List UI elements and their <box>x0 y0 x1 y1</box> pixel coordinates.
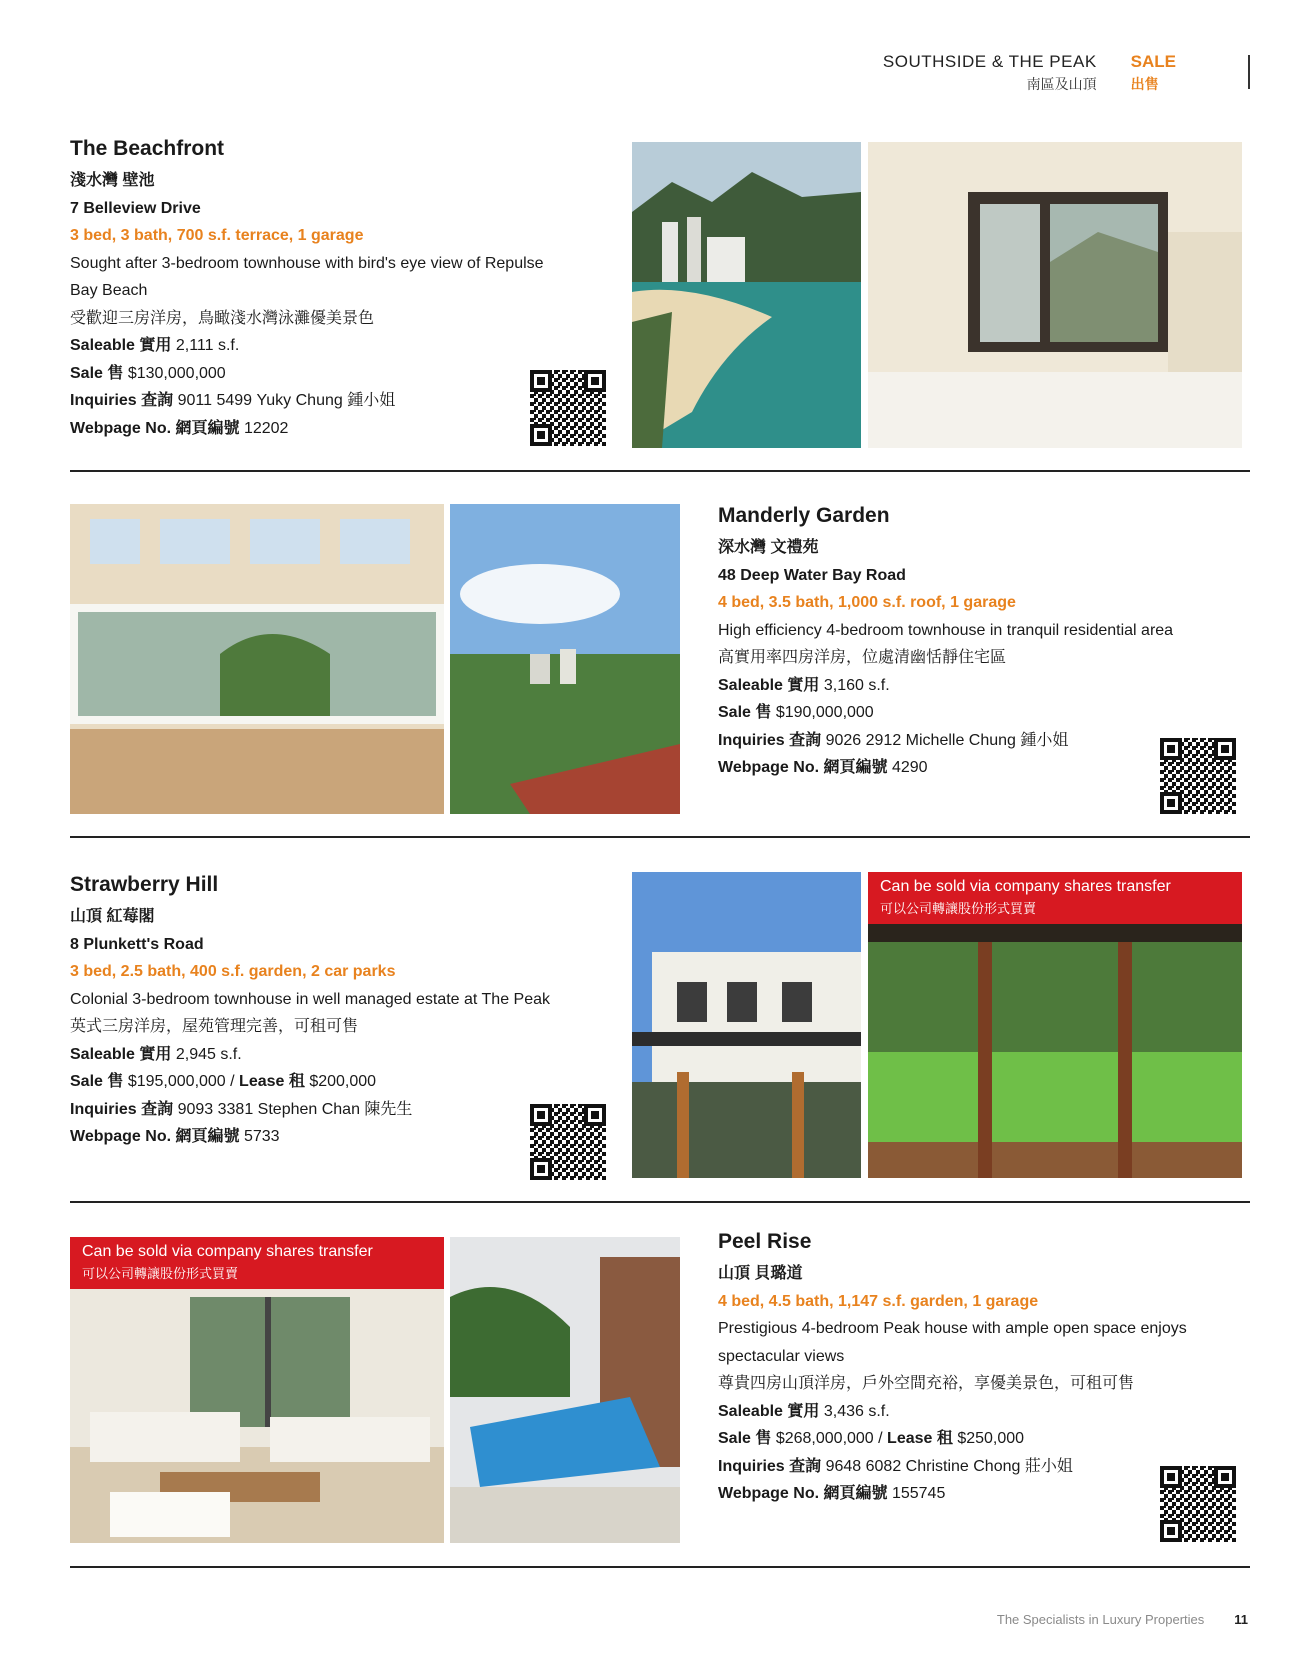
company-shares-banner <box>868 872 1242 924</box>
webpage-label: Webpage No. 網頁編號 <box>70 1128 240 1145</box>
banner-text-en: Can be sold via company shares transfer <box>880 878 1171 895</box>
page-footer <box>997 1612 1248 1627</box>
sale-value: $195,000,000 / <box>127 1073 235 1090</box>
saleable-label: Saleable 實用 <box>718 676 820 694</box>
webpage-label: Webpage No. 網頁編號 <box>70 419 240 437</box>
qr-code-icon[interactable] <box>530 1104 606 1180</box>
inquiries <box>70 387 610 415</box>
listing-features: 4 bed, 3.5 bath, 1,000 s.f. roof, 1 garage <box>718 594 1016 611</box>
listing-description-zh: 英式三房洋房，屋苑管理完善，可租可售 <box>70 1018 359 1035</box>
listing-description-zh: 尊貴四房山頂洋房，戶外空間充裕，享優美景色，可租可售 <box>718 1375 1135 1392</box>
saleable-label: Saleable 實用 <box>70 1045 172 1063</box>
listing-description-en: Prestigious 4-bedroom Peak house with ample open space enjoys <box>718 1320 1187 1337</box>
listing-title-zh: 山頂 紅莓閣 <box>70 908 155 925</box>
saleable-area <box>718 672 1238 700</box>
listing-beachfront <box>70 137 610 442</box>
sale-value: $130,000,000 <box>127 364 226 382</box>
sale-label: Sale 售 <box>718 1430 772 1447</box>
inquiries-label: Inquiries 查詢 <box>718 731 822 749</box>
page-header <box>883 52 1176 94</box>
sale-label: Sale 售 <box>70 1073 124 1090</box>
sale-label: Sale 售 <box>718 704 772 721</box>
sale-heading <box>1131 52 1176 94</box>
lease-value: $200,000 <box>309 1073 377 1090</box>
listing-description-en-cont: spectacular views <box>718 1347 845 1365</box>
saleable-value: 2,111 s.f. <box>175 337 240 354</box>
listing-title: Strawberry Hill <box>70 873 219 896</box>
qr-code-icon[interactable] <box>1160 1466 1236 1542</box>
saleable-value: 3,436 s.f. <box>823 1402 890 1420</box>
listing-title: The Beachfront <box>70 137 225 160</box>
webpage-value: 155745 <box>891 1485 946 1502</box>
sale-label: Sale 售 <box>70 364 124 382</box>
listing-features: 3 bed, 2.5 bath, 400 s.f. garden, 2 car parks <box>70 963 396 980</box>
photo-strawberry-exterior <box>632 872 861 1178</box>
listing-title-zh: 深水灣 文禮苑 <box>718 539 819 556</box>
listing-title-zh: 淺水灣 壁池 <box>70 172 155 189</box>
listing-title-zh: 山頂 貝璐道 <box>718 1265 803 1282</box>
inquiries-label: Inquiries 查詢 <box>70 392 174 409</box>
listing-description-zh: 受歡迎三房洋房，鳥瞰淺水灣泳灘優美景色 <box>70 309 375 327</box>
listing-title: Peel Rise <box>718 1230 812 1253</box>
sale-label-en: SALE <box>1130 52 1176 71</box>
inquiries-label: Inquiries 查詢 <box>718 1457 822 1475</box>
banner-text-en: Can be sold via company shares transfer <box>82 1243 373 1260</box>
section-divider <box>70 1566 1250 1568</box>
region-title-zh: 南區及山頂 <box>1026 76 1097 92</box>
webpage-number <box>70 415 610 443</box>
lease-label: Lease 租 <box>239 1073 305 1090</box>
listing-description-zh: 高實用率四房洋房，位處清幽恬靜住宅區 <box>718 649 1007 666</box>
lease-value: $250,000 <box>957 1430 1025 1447</box>
photo-peel-rise-living-room <box>70 1237 444 1543</box>
listing-address: 7 Belleview Drive <box>70 199 201 217</box>
section-divider <box>70 470 1250 472</box>
webpage-value: 4290 <box>891 759 928 776</box>
photo-manderly-living-room <box>70 504 444 814</box>
sale-price <box>70 1068 630 1096</box>
qr-code-icon[interactable] <box>530 370 606 446</box>
listing-description-en: Colonial 3-bedroom townhouse in well managed estate at The Peak <box>70 990 550 1008</box>
footer-tagline: The Specialists in Luxury Properties <box>996 1612 1205 1627</box>
saleable-value: 2,945 s.f. <box>175 1045 242 1063</box>
section-divider <box>70 836 1250 838</box>
saleable-label: Saleable 實用 <box>70 337 172 354</box>
banner-text-zh: 可以公司轉讓股份形式買賣 <box>880 901 1037 916</box>
webpage-label: Webpage No. 網頁編號 <box>718 1485 888 1502</box>
listing-description-en: Sought after 3-bedroom townhouse with bird's eye view of Repulse <box>70 254 544 272</box>
webpage-value: 5733 <box>243 1128 280 1145</box>
listing-description-en: High efficiency 4-bedroom townhouse in tranquil residential area <box>718 621 1174 639</box>
photo-peel-rise-pool <box>450 1237 680 1543</box>
company-shares-banner <box>70 1237 444 1289</box>
sale-price <box>718 1425 1248 1453</box>
listing-features: 3 bed, 3 bath, 700 s.f. terrace, 1 garage <box>70 227 364 244</box>
banner-text-zh: 可以公司轉讓股份形式買賣 <box>82 1266 239 1281</box>
saleable-label: Saleable 實用 <box>718 1402 820 1420</box>
webpage-value: 12202 <box>243 419 289 437</box>
inquiries-value: 9648 6082 Christine Chong 莊小姐 <box>825 1457 1073 1475</box>
inquiries-value: 9093 3381 Stephen Chan 陳先生 <box>177 1100 413 1118</box>
photo-manderly-view <box>450 504 680 814</box>
saleable-value: 3,160 s.f. <box>823 676 890 694</box>
inquiries-value: 9026 2912 Michelle Chung 鍾小姐 <box>825 731 1069 749</box>
saleable-area <box>70 1041 630 1069</box>
sale-price <box>70 360 610 388</box>
listing-address: 48 Deep Water Bay Road <box>718 566 906 584</box>
lease-label: Lease 租 <box>887 1430 953 1447</box>
sale-value: $190,000,000 <box>775 704 874 721</box>
qr-code-icon[interactable] <box>1160 738 1236 814</box>
inquiries-label: Inquiries 查詢 <box>70 1100 174 1118</box>
sale-value: $268,000,000 / <box>775 1430 883 1447</box>
sale-price <box>718 699 1238 727</box>
section-divider <box>70 1201 1250 1203</box>
inquiries-value: 9011 5499 Yuky Chung 鍾小姐 <box>177 392 396 409</box>
listing-title: Manderly Garden <box>718 504 890 527</box>
listing-address: 8 Plunkett's Road <box>70 935 204 953</box>
listing-description-en-cont: Bay Beach <box>70 282 148 299</box>
page-number: 11 <box>1234 1612 1248 1627</box>
region-heading <box>883 52 1097 94</box>
listing-features: 4 bed, 4.5 bath, 1,147 s.f. garden, 1 garage <box>718 1292 1039 1310</box>
header-divider <box>1248 55 1250 89</box>
region-title-en: SOUTHSIDE & THE PEAK <box>882 52 1097 71</box>
photo-beachfront-window <box>868 142 1242 448</box>
saleable-area <box>70 332 610 360</box>
photo-strawberry-garden <box>868 872 1242 1178</box>
saleable-area <box>718 1398 1248 1426</box>
sale-label-zh: 出售 <box>1130 76 1159 92</box>
webpage-label: Webpage No. 網頁編號 <box>718 759 888 776</box>
photo-repulse-bay-view <box>632 142 861 448</box>
